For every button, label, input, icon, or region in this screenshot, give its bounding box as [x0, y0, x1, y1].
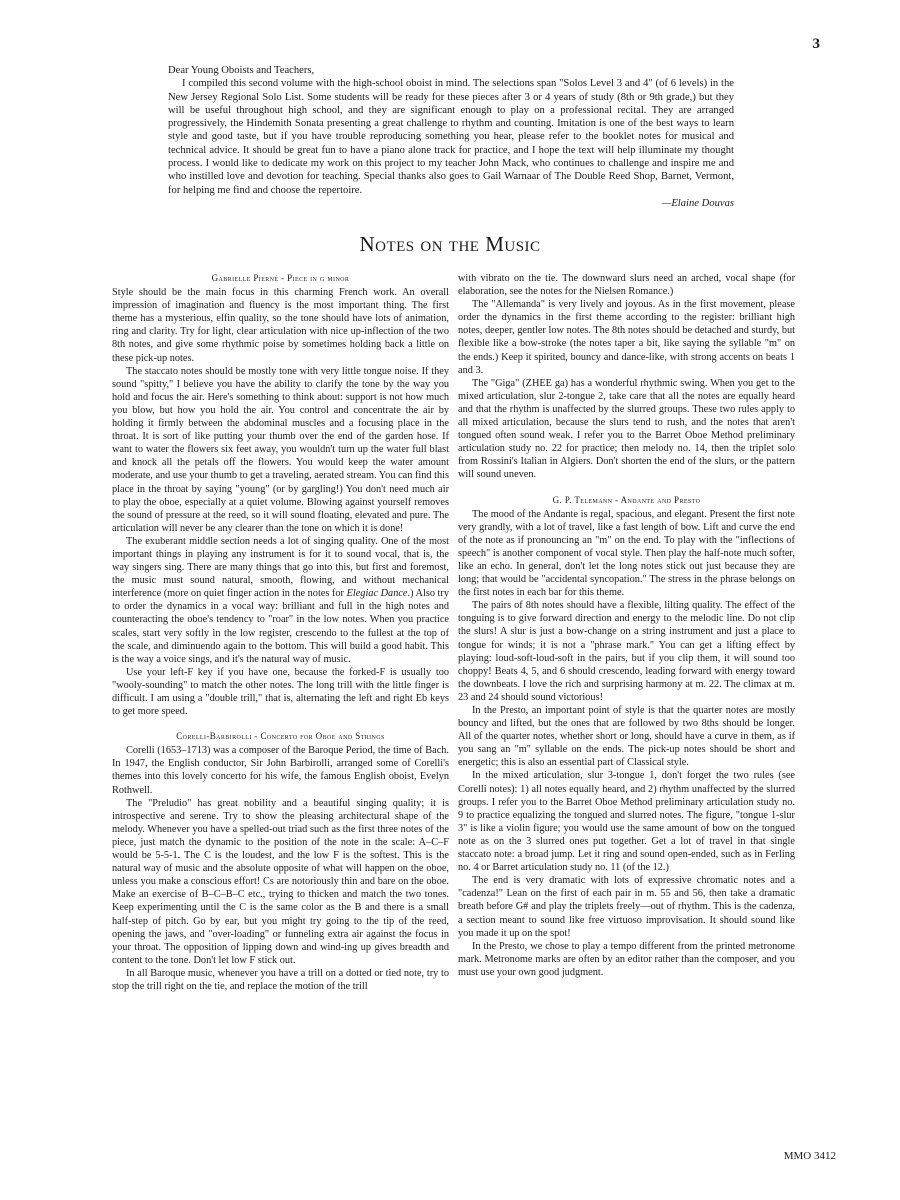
paragraph: Corelli (1653–1713) was a composer of the Baroque Period, the time of Bach. In 1947, the English conductor, Sir John Barbirolli, arranged some of Corelli's themes into this lovely concerto for his wife, the famous English oboist, Evelyn Rothwell.: [112, 745, 449, 796]
catalog-number: MMO 3412: [783, 1150, 836, 1162]
paragraph-text: The exuberant middle section needs a lot of singing quality. One of the most important things in playing any instrument is for it to sound vocal, that is, the way singers sing. There are many things that go into this, but first and foremost, the music must sound natural, smooth, flowing, and without mechanical interference (more on quiet finger action in the notes for: [112, 535, 449, 600]
paragraph: with vibrato on the tie. The downward slurs need an arched, vocal shape (for elaboration, see the notes for the Nielsen Romance.): [458, 273, 795, 298]
paragraph: In the mixed articulation, slur 3-tongue 1, don't forget the two rules (see Corelli notes): 1) all notes equally heard, and 2) rhythm unaffected by the slurred groups. I refer you to the Barret Oboe Method preliminary articulation study no. 9 to practice equalizing the tongued and slurred notes. The figure, "tongue 1-slur 3" is like a violin figure; you would use the same amount of bow on the tongued note as on the 3 slurred ones put together. Get a lot of travel in that single staccato note: a broad jump. Let it ring and sound open-ended, such as in Ferling no. 4 or Barret articulation study no. 11 (of the 12.): [458, 770, 795, 874]
pierne-heading: Gabrielle Pierné - Piece in g minor: [211, 273, 350, 283]
paragraph: Use your left-F key if you have one, because the forked-F is usually too "wooly-sounding" to match the other notes. The long trill with the little finger is difficult. I am using a "double trill," that is, alternating the left and right Eb keys to get more speed.: [112, 666, 449, 718]
section-title: Notes on the Music: [359, 232, 541, 256]
corelli-heading: Corelli-Barbirolli - Concerto for Oboe and Strings: [176, 731, 385, 742]
paragraph: The "Preludio" has great nobility and a beautiful singing quality; it is introspective and serene. Try to show the pleasing architectural shape of the melody. Whenever you have a spelled-out triad such as the first three notes of the piece, just match the dynamic to the position of the note in the scale: A–C–F would be 5-5-1. The C is the loudest, and the low F is the softest. This is the natural way of music and the absolute opposite of what will happen on the oboe, unless you make a conscious effort! Cs are notoriously thin and bare on the oboe. Make an exercise of B–C–B–C etc., trying to thicken and match the two tones. Keep experimenting until the C is the same color as the B and there is a small half-step of pitch. Go by ear, but you might try going to the tip of the reed, opening the jaws, and "over-loading" or funneling extra air against the focus in your throat. The opposition of lipping down and wind-ing up gives breadth and content to the tone. Don't let low F stick out.: [112, 797, 449, 966]
paragraph: The "Giga" (ZHEE ga) has a wonderful rhythmic swing. When you get to the mixed articulation, slur 2-tongue 2, take care that all the notes are equally heard and that the rhythm is unaffected by the slurred groups. These two rules apply to all mixed articulation, because the slurs tend to rush, and the notes that aren't tongued often sound weak. I refer you to the Barret Oboe Method preliminary articulation study no. 22 for practice; then melody no. 14, then the triplet solo from Rossini's Italian in Algiers. Don't shorten the end of the slurs, or the pattern will sound uneven.: [458, 377, 795, 481]
work-title: Elegiac Dance: [346, 588, 408, 600]
paragraph: The staccato notes should be mostly tone with very little tongue noise. If they sound "spitty," I believe you have the ability to clarify the tone by the way you hold and focus the air. Here's something to think about: support is not how much you blow, but how you hold the air. You control and concentrate the air by holding it firmly between the abdominal muscles and a focusing place in the throat. It is sort of like putting your thumb over the end of the garden hose. If want to water the flowers six feet away, you wouldn't turn up the water full blast and knock all the petals off the flowers. You would keep the water amount moderate, and use your thumb to get a traveling, aerated stream. You can find this place in the throat by saying "young" (or by gargling!) You don't need much air to play the oboe, especially at a quiet volume. Blowing against yourself removes the sound of pressure at the reed, so it will sound floating, elevated and pure. The articulation will never be any clearer than the tone on which it is done!: [112, 365, 449, 534]
paragraph: The pairs of 8th notes should have a flexible, lilting quality. The effect of the tonguing is to give forward direction and energy to the melodic line. Do not clip the slurs! A slur is just a bow-change on a string instrument and just a place to tongue for winds; it is not a "phrase mark." You can get a lifting effect by playing: loud-soft-loud-soft in the pairs, but if you clip them, it will sound too choppy! Beats 4, 5, and 6 should crescendo, leading forward with energy toward the downbeats. I love the rich and surprising harmony at m. 22. The climax at m. 23 and 24 should sound victorious!: [458, 600, 795, 703]
paragraph: The "Allemanda" is very lively and joyous. As in the first movement, please order the dynamics in the first theme according to the register: brilliant high notes, deeper, gentler low notes. The 8th notes should be detached and sturdy, but flexible like a bow-stroke (the notes taper a bit, like saying the syllable "m" on the ends.) Keep it spirited, bouncy and dance-like, with strong accents on beats 1 and 3.: [458, 299, 795, 376]
intro-letter: [168, 64, 734, 210]
paragraph: The mood of the Andante is regal, spacious, and elegant. Present the first note very grandly, with a lot of travel, like a fast length of bow. Lift and curve the end of the note as if pronouncing an "m" on the end. To play with the "inflections of speech" is another component of vocal style. Then play the half-note much softer, like an echo. In general, don't let the long notes stick out just because they are long; that would be "accidental syncopation." The stress in the phrase belongs on the first notes in each bar for this theme.: [458, 508, 795, 599]
letter-body: I compiled this second volume with the high-school oboist in mind. The selections span "Solos Level 3 and 4" (of 6 levels) in the New Jersey Regional Solo List. Some students will be ready for these pieces after 3 or 4 years of study (8th or 9th grade,) but they will be useful throughout high school, and they are significant enough to play on a professional recital. They are arranged progressively, the Hindemith Sonata presenting a great challenge to rhythm and counting. Imitation is one of the best ways to learn style and good taste, but if you have trouble reproducing something you hear, please refer to the booklet notes for musical and technical advice. It should be great fun to have a piano alone track for practice, and I hope the text will help illuminate my thought process. I would like to dedicate my work on this project to my teacher John Mack, who continues to challenge and inspire me and who instilled love and devotion for teaching. Special thanks also goes to Gail Warnaar of The Double Reed Shop, Barnet, Vermont, for helping me find and choose the repertoire.: [168, 78, 734, 196]
right-column: [458, 272, 795, 979]
paragraph-text: .) Also try to order the dynamics in a vocal way: brilliant and full in the high notes and counteracting the oboe's tendency to "roar" in the low notes. When you practice scales, start very softly in the low register, crescendo to the fullest at the top of the scale, and diminuendo again to the bottom. This will build a good habit. This is the way a voice sings, and it's the natural way of music.: [112, 588, 449, 665]
letter-salutation: Dear Young Oboists and Teachers,: [168, 65, 315, 76]
paragraph: In all Baroque music, whenever you have a trill on a dotted or tied note, try to stop the trill right on the tie, and replace the motion of the trill: [112, 967, 449, 992]
paragraph: The end is very dramatic with lots of expressive chromatic notes and a "cadenza!" Lean on the first of each pair in m. 55 and 56, then take a dramatic breath before G# and play the triplets freely—out of rhythm. This is the cadenza, a section meant to sound like free virtuoso improvisation. It should sound like you made it up on the spot!: [458, 875, 795, 939]
letter-signature: —Elaine Douvas: [661, 197, 734, 209]
left-column: [112, 272, 449, 993]
paragraph: [112, 535, 449, 666]
page-number: 3: [812, 36, 820, 52]
paragraph: In the Presto, we chose to play a tempo different from the printed metronome mark. Metronome marks are often by an editor rather than the composer, and you must use your own good judgment.: [458, 940, 795, 978]
paragraph: Style should be the main focus in this charming French work. An overall impression of imagination and fluency is the most important thing. The first theme has a mysterious, elfin quality, so the tone should have lots of animation, ring and clarity. Try for light, clear articulation with nice up-inflection of the two 8th notes, and give some rhythmic poise by sometimes holding back a little on these pick-up notes.: [112, 287, 449, 364]
paragraph: In the Presto, an important point of style is that the quarter notes are mostly bouncy and lifted, but the ones that are followed by two 8ths should be longer. All of the quarter notes, whether short or long, should have a curve in them, as if you sang an "m" syllable on the ends. The pick-up notes should be short and energetic; this is also an essential part of Classical style.: [458, 705, 795, 769]
telemann-heading: G. P. Telemann - Andante and Presto: [552, 494, 701, 505]
